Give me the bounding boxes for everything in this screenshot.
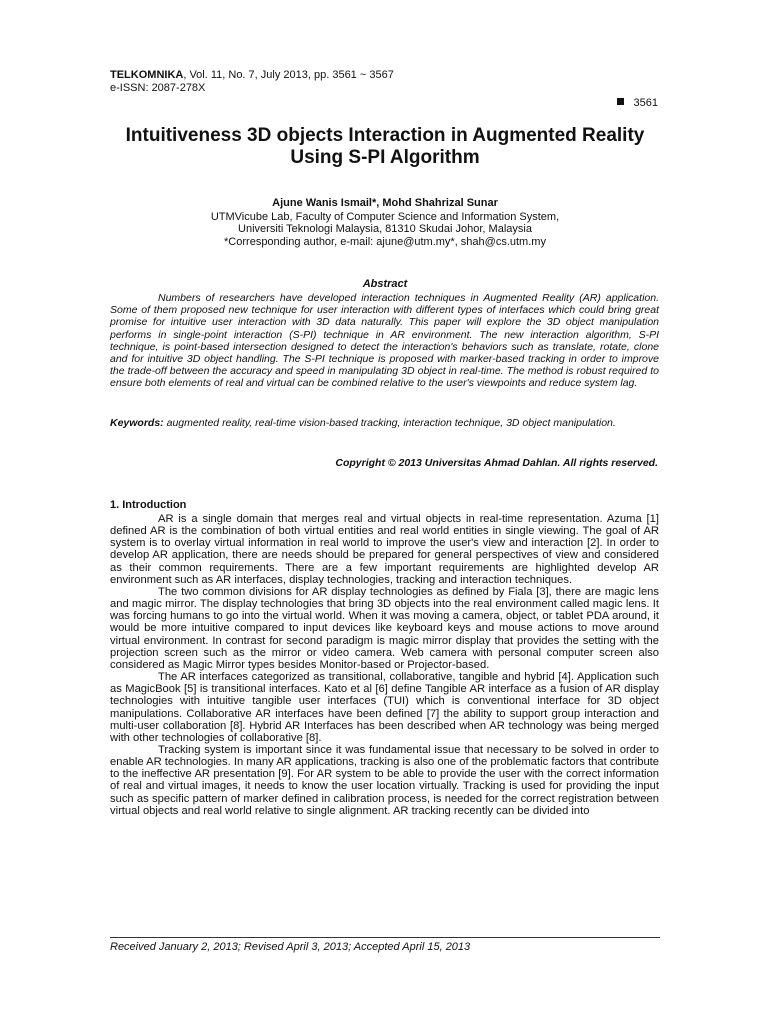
section-body (110, 513, 659, 817)
page-number (617, 97, 658, 109)
page-number-value: 3561 (633, 97, 658, 109)
affiliation-line-1: UTMVicube Lab, Faculty of Computer Science and Information System, (210, 210, 560, 223)
section-heading: 1. Introduction (110, 499, 187, 511)
received-dates: Received January 2, 2013; Revised April 3, 2013; Accepted April 15, 2013 (110, 941, 471, 953)
journal-issn: e-ISSN: 2087-278X (110, 82, 206, 94)
author-names: Ajune Wanis Ismail*, Mohd Shahrizal Sunar (272, 197, 498, 209)
keywords-label: Keywords: (110, 417, 164, 429)
footer-divider (110, 937, 660, 938)
corresponding-author: *Corresponding author, e-mail: ajune@utm.my*, shah@cs.utm.my (224, 235, 546, 248)
body-paragraph: Tracking system is important since it was fundamental issue that necessary to be solved in order to enable AR technologies. In many AR applications, tracking is also one of the problematic factors that contribute to the ineffective AR presentation [9]. For AR system to be able to provide the user with the correct information of real and virtual images, it needs to know the user location virtually. Tracking is used for providing the input such as specific pattern of marker defined in calibration process, is needed for the correct registration between virtual objects and real world relative to single alignment. AR tracking recently can be divided into (110, 743, 659, 817)
copyright-notice: Copyright © 2013 Universitas Ahmad Dahlan. All rights reserved. (335, 457, 658, 469)
abstract-heading: Abstract (362, 278, 408, 290)
affiliation-line-2: Universiti Teknologi Malaysia, 81310 Skudai Johor, Malaysia (238, 223, 532, 235)
abstract-text: Numbers of researchers have developed interaction techniques in Augmented Reality (AR) application. Some of them proposed new technique for user interaction with different types of interfaces which could bring great promise for intuitive user interaction with 3D data naturally. This paper will explore the 3D object manipulation performs in single-point interaction (S-PI) technique in AR environment. The new interaction algorithm, S-PI technique, is point-based intersection designed to detect the interaction's behaviors such as translate, rotate, clone and for intuitive 3D object handling. The S-PI technique is proposed with marker-based tracking in order to improve the trade-off between the accuracy and speed in manipulating 3D object in real-time. The method is robust required to ensure both elements of real and virtual can be combined relative to the user's viewpoints and reduce system lag. (110, 292, 659, 390)
square-bullet-icon (617, 98, 624, 105)
author-block (110, 197, 660, 248)
journal-header (110, 69, 660, 95)
journal-name: TELKOMNIKA (110, 69, 184, 81)
journal-citation: , Vol. 11, No. 7, July 2013, pp. 3561 ~ 3567 (183, 69, 394, 81)
body-paragraph: The AR interfaces categorized as transitional, collaborative, tangible and hybrid [4]. Application such as MagicBook [5] is transitional interfaces. Kato et al [6] define Tangible AR interface as a fusion of AR display technologies with intuitive tangible user interfaces (TUI) which is conventional interface for 3D object manipulations. Collaborative AR interfaces have been defined [7] the ability to support group interaction and multi-user collaboration [8]. Hybrid AR Interfaces has been described when AR technology was being merged with other technologies of collaborative [8]. (110, 671, 659, 744)
body-paragraph: The two common divisions for AR display technologies as defined by Fiala [3], there are magic lens and magic mirror. The display technologies that bring 3D objects into the real environment called magic lens. It was forcing humans to go into the virtual world. When it was moving a camera, object, or tablet PDA around, it would be more intuitive compared to input devices like keyboard keys and mouse actions to move around virtual environment. In contrast for second paradigm is magic mirror display that provides the setting with the projection screen such as the mirror or video camera. Web camera with personal computer screen also considered as Magic Mirror types besides Monitor-based or Projector-based. (110, 585, 659, 671)
body-paragraph: AR is a single domain that merges real and virtual objects in real-time representation. Azuma [1] defined AR is the combination of both virtual entities and real world entities in single viewing. The goal of AR system is to overlay virtual information in real world to improve the user's view and interaction [2]. In order to develop AR application, there are needs should be prepared for general perspectives of view and considered as their common requirements. There are a few important requirements are highlighted develop AR environment such as AR interfaces, display technologies, tracking and interaction techniques. (110, 513, 659, 586)
paper-title: Intuitiveness 3D objects Interaction in Augmented Reality Using S-PI Algorithm (125, 125, 645, 168)
keywords-text: augmented reality, real-time vision-based tracking, interaction technique, 3D object manipulation. (163, 417, 616, 429)
keywords (110, 417, 659, 429)
